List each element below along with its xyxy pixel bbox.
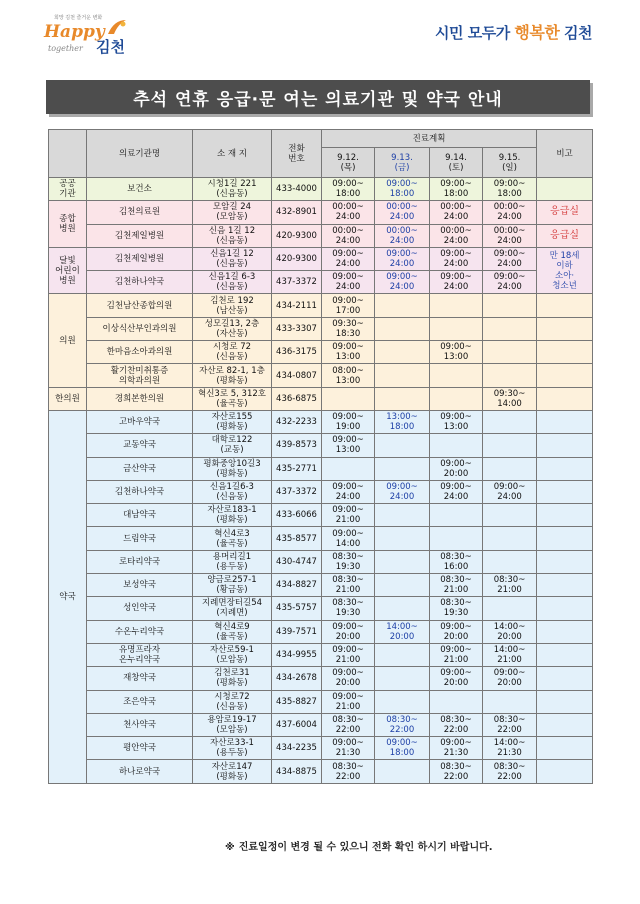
note-cell	[537, 457, 593, 480]
city-logo	[40, 12, 150, 60]
address-cell: 자산로 82-1, 1층 (평화동)	[193, 364, 272, 387]
plan-cell	[375, 457, 430, 480]
plan-cell: 13:00~ 18:00	[375, 410, 430, 433]
address-cell: 양금로257-1 (황금동)	[193, 574, 272, 597]
plan-cell	[430, 434, 483, 457]
plan-cell: 14:00~ 20:00	[375, 620, 430, 643]
address-cell: 시청로 72 (신음동)	[193, 341, 272, 364]
address-cell: 용머리길1 (용두동)	[193, 550, 272, 573]
phone-cell: 437-3372	[272, 271, 322, 294]
name-header: 의료기관명	[87, 130, 193, 178]
table-row	[49, 341, 593, 364]
logo-happy-text: Happy	[44, 22, 105, 42]
footnote	[225, 838, 493, 853]
plan-cell	[430, 504, 483, 527]
plan-cell: 09:30~ 18:30	[322, 317, 375, 340]
phone-cell: 439-8573	[272, 434, 322, 457]
facility-name-cell: 활기찬미취통증 의학과의원	[87, 364, 193, 387]
plan-cell: 09:00~ 24:00	[375, 247, 430, 270]
table-row	[49, 457, 593, 480]
day-header	[322, 148, 375, 178]
address-cell: 혁신4로3 (율곡동)	[193, 527, 272, 550]
day-header	[375, 148, 430, 178]
plan-cell: 09:00~ 18:00	[375, 737, 430, 760]
table-row	[49, 550, 593, 573]
facility-name-cell: 천사약국	[87, 713, 193, 736]
plan-cell	[430, 364, 483, 387]
plan-cell: 08:30~ 22:00	[483, 713, 537, 736]
category-cell: 달빛 어린이 병원	[49, 247, 87, 294]
note-cell	[537, 643, 593, 666]
note-cell: 만 18세 이하 소아· 청소년	[537, 247, 593, 294]
phone-cell: 434-0807	[272, 364, 322, 387]
plan-cell: 09:00~ 21:30	[322, 737, 375, 760]
plan-header: 진료계획	[322, 130, 537, 148]
table-row	[49, 667, 593, 690]
plan-cell: 09:00~ 18:00	[322, 178, 375, 201]
plan-cell: 08:30~ 21:00	[430, 574, 483, 597]
category-header	[49, 130, 87, 178]
plan-cell: 09:00~ 17:00	[322, 294, 375, 317]
day-date: 9.13.	[391, 152, 413, 163]
table-row	[49, 247, 593, 270]
table-row	[49, 597, 593, 620]
plan-cell: 00:00~ 24:00	[483, 224, 537, 247]
plan-cell	[483, 317, 537, 340]
facility-name-cell: 김천의료원	[87, 201, 193, 224]
plan-cell: 00:00~ 24:00	[375, 201, 430, 224]
schedule-table-container	[48, 129, 592, 784]
phone-cell: 432-2233	[272, 410, 322, 433]
plan-cell: 09:00~ 24:00	[375, 271, 430, 294]
facility-name-cell: 이상식산부인과의원	[87, 317, 193, 340]
plan-cell: 09:00~ 18:00	[375, 178, 430, 201]
plan-cell: 09:00~ 20:00	[483, 667, 537, 690]
logo-swoosh-icon	[106, 18, 128, 36]
plan-cell: 09:00~ 24:00	[430, 271, 483, 294]
phone-cell: 420-9300	[272, 224, 322, 247]
facility-name-cell: 경희본한의원	[87, 387, 193, 410]
address-cell: 모암길 24 (모암동)	[193, 201, 272, 224]
phone-cell: 434-8827	[272, 574, 322, 597]
plan-cell: 09:00~ 24:00	[483, 480, 537, 503]
facility-name-cell: 드림약국	[87, 527, 193, 550]
plan-cell	[483, 341, 537, 364]
category-cell: 한의원	[49, 387, 87, 410]
address-cell: 자산로155 (평화동)	[193, 410, 272, 433]
plan-cell	[430, 527, 483, 550]
plan-cell	[322, 457, 375, 480]
logo-together-text: together	[48, 44, 83, 53]
table-row	[49, 527, 593, 550]
facility-name-cell: 유명프라자 온누리약국	[87, 643, 193, 666]
note-header: 비고	[537, 130, 593, 178]
plan-cell: 09:00~ 21:30	[430, 737, 483, 760]
plan-cell: 09:00~ 20:00	[430, 620, 483, 643]
plan-cell: 09:00~ 14:00	[322, 527, 375, 550]
plan-cell: 09:00~ 18:00	[483, 178, 537, 201]
table-row	[49, 201, 593, 224]
table-row	[49, 178, 593, 201]
plan-cell: 08:30~ 22:00	[375, 713, 430, 736]
slogan-prefix: 시민 모두가	[435, 24, 515, 42]
table-row	[49, 690, 593, 713]
note-cell	[537, 690, 593, 713]
plan-cell: 00:00~ 24:00	[430, 201, 483, 224]
plan-cell	[375, 574, 430, 597]
plan-cell	[483, 434, 537, 457]
note-cell	[537, 550, 593, 573]
plan-cell	[375, 597, 430, 620]
plan-cell	[483, 527, 537, 550]
phone-cell: 434-9955	[272, 643, 322, 666]
address-cell: 시청로72 (신음동)	[193, 690, 272, 713]
plan-cell	[483, 294, 537, 317]
table-row	[49, 760, 593, 783]
plan-cell	[375, 550, 430, 573]
plan-cell	[375, 504, 430, 527]
phone-cell: 433-3307	[272, 317, 322, 340]
facility-name-cell: 수온누리약국	[87, 620, 193, 643]
slogan-suffix: 김천	[559, 24, 592, 42]
plan-cell	[375, 364, 430, 387]
plan-cell	[430, 317, 483, 340]
phone-header: 전화 번호	[272, 130, 322, 178]
plan-cell: 08:30~ 22:00	[430, 760, 483, 783]
facility-name-cell: 김천남산종합의원	[87, 294, 193, 317]
address-cell: 혁신3로 5, 312호 (율곡동)	[193, 387, 272, 410]
plan-cell: 09:00~ 21:00	[322, 643, 375, 666]
slogan-highlight: 행복한	[514, 23, 560, 42]
plan-cell: 14:00~ 21:30	[483, 737, 537, 760]
note-cell	[537, 713, 593, 736]
note-cell	[537, 294, 593, 317]
table-row	[49, 504, 593, 527]
plan-cell: 08:30~ 22:00	[483, 760, 537, 783]
plan-cell: 08:30~ 19:30	[430, 597, 483, 620]
table-row	[49, 737, 593, 760]
note-cell: 응급실	[537, 224, 593, 247]
title-banner	[46, 80, 590, 114]
plan-cell: 00:00~ 24:00	[322, 201, 375, 224]
table-row	[49, 410, 593, 433]
address-cell: 혁신4로9 (율곡동)	[193, 620, 272, 643]
address-cell: 지례면장터길54 (지례면)	[193, 597, 272, 620]
footnote-text: 진료일정이 변경 될 수 있으니 전화 확인 하시기 바랍니다.	[238, 842, 493, 853]
plan-cell	[375, 643, 430, 666]
plan-cell	[483, 504, 537, 527]
phone-cell: 437-3372	[272, 480, 322, 503]
plan-cell: 09:00~ 24:00	[483, 271, 537, 294]
note-cell	[537, 667, 593, 690]
logo-city-name: 김천	[96, 38, 125, 56]
phone-cell: 434-2235	[272, 737, 322, 760]
plan-cell	[375, 317, 430, 340]
reference-mark: ※	[225, 842, 235, 853]
plan-cell	[483, 410, 537, 433]
logo-tagline: 희망 김천 즐거운 변화	[54, 15, 103, 21]
plan-cell: 09:00~ 24:00	[375, 480, 430, 503]
plan-cell: 00:00~ 24:00	[430, 224, 483, 247]
plan-cell: 08:30~ 16:00	[430, 550, 483, 573]
plan-cell: 08:00~ 13:00	[322, 364, 375, 387]
facility-name-cell: 김천제일병원	[87, 224, 193, 247]
city-slogan	[435, 20, 592, 43]
day-of-week: (일)	[502, 162, 517, 173]
plan-cell: 09:00~ 20:00	[430, 457, 483, 480]
address-cell: 대학로122 (교동)	[193, 434, 272, 457]
plan-cell: 08:30~ 22:00	[322, 713, 375, 736]
address-cell: 자산로33-1 (용두동)	[193, 737, 272, 760]
plan-cell: 09:00~ 20:00	[322, 667, 375, 690]
plan-cell: 08:30~ 22:00	[430, 713, 483, 736]
day-header	[483, 148, 537, 178]
table-row	[49, 271, 593, 294]
plan-cell	[375, 341, 430, 364]
address-cell: 신음1길 6-3 (신음동)	[193, 271, 272, 294]
day-date: 9.12.	[337, 152, 359, 163]
address-header: 소 재 지	[193, 130, 272, 178]
phone-cell: 420-9300	[272, 247, 322, 270]
address-cell: 신음 1길 12 (신음동)	[193, 224, 272, 247]
note-cell	[537, 527, 593, 550]
facility-name-cell: 조은약국	[87, 690, 193, 713]
address-cell: 성모길13, 2층 (자산동)	[193, 317, 272, 340]
note-cell	[537, 574, 593, 597]
note-cell	[537, 480, 593, 503]
phone-cell: 430-4747	[272, 550, 322, 573]
note-cell	[537, 760, 593, 783]
facility-name-cell: 보건소	[87, 178, 193, 201]
note-cell	[537, 317, 593, 340]
plan-cell: 09:00~ 24:00	[430, 480, 483, 503]
plan-cell: 09:00~ 21:00	[322, 690, 375, 713]
address-cell: 김천로 192 (남산동)	[193, 294, 272, 317]
facility-name-cell: 교동약국	[87, 434, 193, 457]
address-cell: 신음1길 12 (신음동)	[193, 247, 272, 270]
table-row	[49, 643, 593, 666]
facility-name-cell: 한마음소아과의원	[87, 341, 193, 364]
plan-cell: 09:00~ 21:00	[430, 643, 483, 666]
phone-cell: 436-6875	[272, 387, 322, 410]
plan-cell: 09:00~ 24:00	[483, 247, 537, 270]
day-of-week: (금)	[394, 162, 410, 173]
plan-cell: 09:00~ 20:00	[322, 620, 375, 643]
plan-cell	[430, 294, 483, 317]
address-cell: 용암로19-17 (모암동)	[193, 713, 272, 736]
facility-name-cell: 로타리약국	[87, 550, 193, 573]
note-cell	[537, 504, 593, 527]
facility-name-cell: 하나로약국	[87, 760, 193, 783]
table-row	[49, 317, 593, 340]
category-cell: 공공 기관	[49, 178, 87, 201]
table-row	[49, 713, 593, 736]
table-row	[49, 294, 593, 317]
plan-cell	[483, 690, 537, 713]
phone-cell: 439-7571	[272, 620, 322, 643]
note-cell	[537, 597, 593, 620]
table-row	[49, 480, 593, 503]
plan-cell: 14:00~ 20:00	[483, 620, 537, 643]
plan-cell: 09:00~ 13:00	[322, 434, 375, 457]
note-cell	[537, 620, 593, 643]
table-row	[49, 620, 593, 643]
note-cell	[537, 410, 593, 433]
address-cell: 신음1길6-3 (신음동)	[193, 480, 272, 503]
plan-cell: 08:30~ 19:30	[322, 550, 375, 573]
facility-name-cell: 고바우약국	[87, 410, 193, 433]
facility-name-cell: 김천하나약국	[87, 271, 193, 294]
phone-cell: 434-2111	[272, 294, 322, 317]
plan-cell: 08:30~ 19:30	[322, 597, 375, 620]
plan-cell: 08:30~ 21:00	[322, 574, 375, 597]
plan-cell	[375, 294, 430, 317]
note-cell: 응급실	[537, 201, 593, 224]
phone-cell: 432-8901	[272, 201, 322, 224]
plan-cell	[375, 690, 430, 713]
plan-cell	[375, 527, 430, 550]
plan-cell	[483, 597, 537, 620]
page-title: 추석 연휴 응급·문 여는 의료기관 및 약국 안내	[133, 89, 503, 110]
facility-name-cell: 김천하나약국	[87, 480, 193, 503]
plan-cell	[483, 550, 537, 573]
day-of-week: (토)	[448, 162, 464, 173]
facility-name-cell: 평안약국	[87, 737, 193, 760]
category-cell: 의원	[49, 294, 87, 387]
plan-cell: 09:00~ 13:00	[322, 341, 375, 364]
plan-cell: 00:00~ 24:00	[375, 224, 430, 247]
plan-cell: 09:30~ 14:00	[483, 387, 537, 410]
plan-cell: 14:00~ 21:00	[483, 643, 537, 666]
plan-cell: 09:00~ 24:00	[322, 271, 375, 294]
note-cell	[537, 364, 593, 387]
table-row	[49, 224, 593, 247]
table-row	[49, 387, 593, 410]
plan-cell: 09:00~ 13:00	[430, 341, 483, 364]
plan-cell	[375, 760, 430, 783]
note-cell	[537, 341, 593, 364]
plan-cell: 09:00~ 20:00	[430, 667, 483, 690]
plan-cell	[375, 434, 430, 457]
plan-cell: 08:30~ 21:00	[483, 574, 537, 597]
phone-cell: 437-6004	[272, 713, 322, 736]
phone-cell: 435-8827	[272, 690, 322, 713]
day-date: 9.15.	[498, 152, 521, 163]
note-cell	[537, 434, 593, 457]
plan-cell	[430, 690, 483, 713]
plan-cell: 09:00~ 13:00	[430, 410, 483, 433]
category-cell: 종합 병원	[49, 201, 87, 248]
plan-cell	[375, 387, 430, 410]
note-cell	[537, 387, 593, 410]
address-cell: 자산로59-1 (모암동)	[193, 643, 272, 666]
schedule-table	[48, 129, 593, 784]
facility-name-cell: 성인약국	[87, 597, 193, 620]
plan-cell	[430, 387, 483, 410]
plan-cell: 09:00~ 24:00	[430, 247, 483, 270]
note-cell	[537, 178, 593, 201]
plan-cell: 00:00~ 24:00	[322, 224, 375, 247]
plan-cell	[483, 457, 537, 480]
phone-cell: 435-2771	[272, 457, 322, 480]
plan-cell: 09:00~ 24:00	[322, 480, 375, 503]
address-cell: 김천로31 (평화동)	[193, 667, 272, 690]
facility-name-cell: 재창약국	[87, 667, 193, 690]
table-row	[49, 574, 593, 597]
plan-cell	[375, 667, 430, 690]
plan-cell	[322, 387, 375, 410]
plan-cell: 09:00~ 19:00	[322, 410, 375, 433]
category-cell: 약국	[49, 410, 87, 783]
plan-cell: 08:30~ 22:00	[322, 760, 375, 783]
phone-cell: 435-5757	[272, 597, 322, 620]
facility-name-cell: 대남약국	[87, 504, 193, 527]
day-date: 9.14.	[445, 152, 467, 163]
phone-cell: 433-4000	[272, 178, 322, 201]
phone-cell: 433-6066	[272, 504, 322, 527]
day-header	[430, 148, 483, 178]
address-cell: 자산로183-1 (평화동)	[193, 504, 272, 527]
phone-cell: 435-8577	[272, 527, 322, 550]
phone-cell: 436-3175	[272, 341, 322, 364]
plan-cell: 09:00~ 21:00	[322, 504, 375, 527]
table-row	[49, 364, 593, 387]
table-row	[49, 434, 593, 457]
plan-cell: 09:00~ 24:00	[322, 247, 375, 270]
facility-name-cell: 금산약국	[87, 457, 193, 480]
note-cell	[537, 737, 593, 760]
facility-name-cell: 김천제일병원	[87, 247, 193, 270]
phone-cell: 434-8875	[272, 760, 322, 783]
plan-cell: 09:00~ 18:00	[430, 178, 483, 201]
address-cell: 자산로147 (평화동)	[193, 760, 272, 783]
plan-cell: 00:00~ 24:00	[483, 201, 537, 224]
address-cell: 평화중앙10길3 (평화동)	[193, 457, 272, 480]
plan-cell	[483, 364, 537, 387]
phone-cell: 434-2678	[272, 667, 322, 690]
day-of-week: (목)	[340, 162, 356, 173]
address-cell: 시청1길 221 (신음동)	[193, 178, 272, 201]
facility-name-cell: 보성약국	[87, 574, 193, 597]
